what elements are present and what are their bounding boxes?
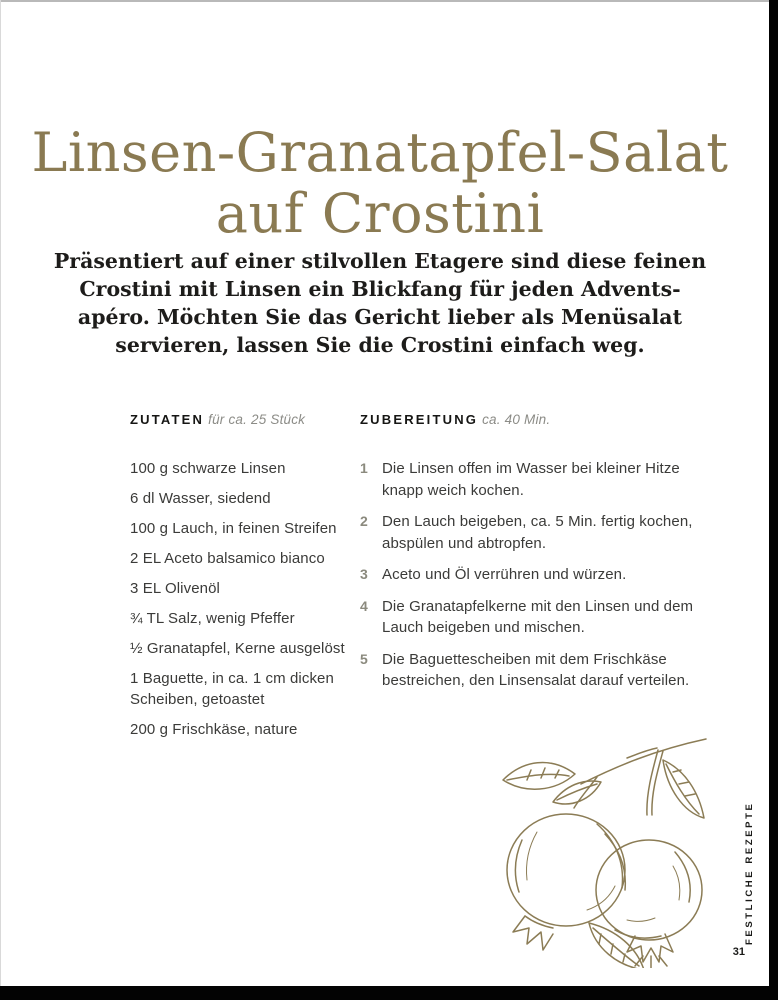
preparation-step — [360, 649, 722, 692]
step-text: Die Baguettescheiben mit dem Frischkäse bestreichen, den Linsensalat darauf verteilen. — [382, 650, 690, 689]
step-number: 2 — [360, 513, 368, 529]
step-text: Aceto und Öl verrühren und würzen. — [382, 566, 627, 583]
preparation-column — [360, 412, 722, 702]
step-text: Die Granatapfelkerne mit den Linsen und dem Lauch beigeben und mischen. — [382, 597, 694, 636]
pomegranate-icon — [477, 720, 709, 968]
ingredient-item: 200 g Frischkäse, nature — [130, 721, 298, 738]
preparation-step — [360, 564, 722, 586]
ingredient-item: 6 dl Wasser, siedend — [130, 490, 271, 507]
page-edge-top — [0, 0, 778, 2]
ingredient-item: 1 Baguette, in ca. 1 cm dicken Scheiben, getoastet — [130, 670, 334, 708]
ingredient-item: 100 g schwarze Linsen — [130, 460, 286, 477]
ingredient-item: 100 g Lauch, in feinen Streifen — [130, 520, 337, 537]
ingredients-heading-label: ZUTATEN — [130, 412, 205, 427]
recipe-intro — [0, 247, 760, 359]
ingredients-heading — [130, 412, 348, 427]
preparation-time-note: ca. 40 Min. — [482, 412, 551, 427]
recipe-title — [0, 122, 760, 244]
chapter-label-vertical: FESTLICHE REZEPTE — [744, 801, 755, 945]
step-number: 3 — [360, 566, 368, 582]
ingredients-yield-note: für ca. 25 Stück — [208, 412, 306, 427]
intro-line: servieren, lassen Sie die Crostini einfach weg. — [115, 333, 645, 357]
step-number: 5 — [360, 650, 368, 667]
ingredient-item: 2 EL Aceto balsamico bianco — [130, 550, 325, 567]
intro-line: Präsentiert auf einer stilvollen Etagere sind diese feinen — [53, 249, 707, 273]
preparation-step — [360, 458, 722, 501]
page-edge-right — [769, 0, 778, 1000]
preparation-heading — [360, 412, 722, 427]
ingredients-list — [130, 458, 348, 740]
ingredients-column — [130, 412, 348, 749]
step-text: Die Linsen offen im Wasser bei kleiner Hitze knapp weich kochen. — [382, 460, 680, 499]
page-number: 31 — [732, 946, 745, 958]
preparation-heading-label: ZUBEREITUNG — [360, 412, 479, 427]
step-text: Den Lauch beigeben, ca. 5 Min. fertig kochen, abspülen und abtropfen. — [382, 513, 693, 552]
page-edge-bottom — [0, 986, 778, 1000]
ingredient-item: ¾ TL Salz, wenig Pfeffer — [130, 610, 295, 627]
recipe-title-line2: auf Crostini — [215, 182, 545, 246]
preparation-step — [360, 596, 722, 639]
intro-line: apéro. Möchten Sie das Gericht lieber als Menüsalat — [77, 305, 683, 329]
pomegranate-illustration — [477, 720, 709, 968]
preparation-step — [360, 511, 722, 554]
ingredient-item: ½ Granatapfel, Kerne ausgelöst — [130, 640, 345, 657]
ingredient-item: 3 EL Olivenöl — [130, 580, 220, 597]
step-number: 4 — [360, 597, 368, 614]
step-number: 1 — [360, 460, 368, 476]
intro-line: Crostini mit Linsen ein Blickfang für jeden Advents- — [79, 277, 681, 301]
recipe-title-line1: Linsen-Granatapfel-Salat — [31, 121, 729, 185]
preparation-steps — [360, 458, 722, 692]
